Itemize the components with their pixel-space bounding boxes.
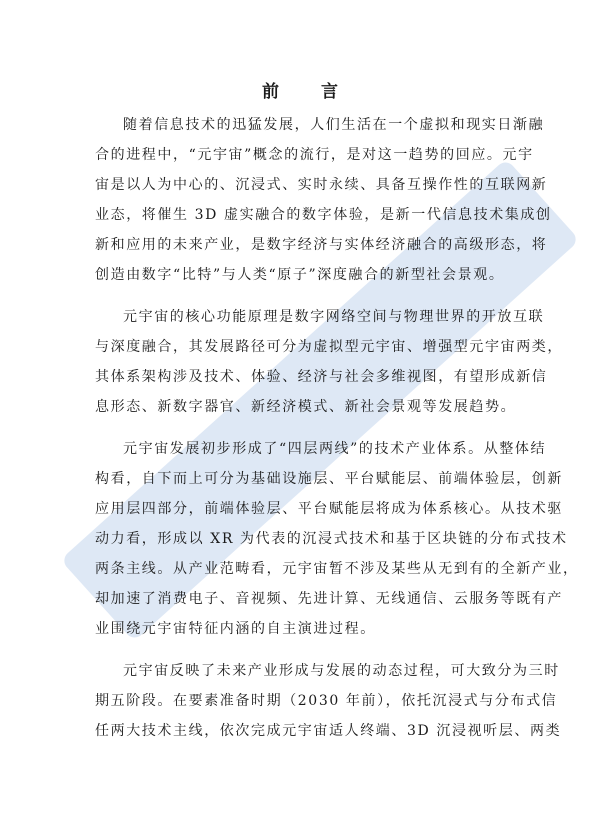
text-line: 元宇宙反映了未来产业形成与发展的动态过程，可大致分为三时	[123, 663, 560, 679]
text-line: 两条主线。从产业范畴看，元宇宙暂不涉及某些从无到有的全新产业，	[95, 561, 579, 577]
text-line: 元宇宙发展初步形成了“四层两线”的技术产业体系。从整体结	[123, 441, 547, 457]
text-line: 随着信息技术的迅猛发展，人们生活在一个虚拟和现实日渐融	[123, 117, 545, 133]
paragraph-3	[95, 434, 579, 644]
text-line: 业围绕元宇宙特征内涵的自主演进过程。	[95, 621, 376, 637]
text-line: 却加速了消费电子、音视频、先进计算、无线通信、云服务等既有产	[95, 591, 563, 607]
paragraph-1	[95, 110, 552, 290]
paragraph-4	[95, 656, 562, 746]
text-line: 元宇宙的核心功能原理是数字网络空间与物理世界的开放互联	[123, 309, 545, 325]
text-line: 构看，自下而上可分为基础设施层、平台赋能层、前端体验层，创新	[95, 471, 563, 487]
page-title: 前 言	[262, 82, 356, 102]
text-line: 动力看，形成以 XR 为代表的沉浸式技术和基于区块链的分布式技术	[95, 531, 568, 547]
document-body	[95, 110, 579, 758]
text-line: 息形态、新数字器官、新经济模式、新社会景观等发展趋势。	[95, 399, 517, 415]
text-line: 合的进程中，“元宇宙”概念的流行，是对这一趋势的回应。元宇	[95, 147, 534, 163]
text-line: 其体系架构涉及技术、体验、经济与社会多维视图，有望形成新信	[95, 369, 548, 385]
paragraph-2	[95, 302, 563, 422]
text-line: 应用层四部分，前端体验层、平台赋能层将成为体系核心。从技术驱	[95, 501, 563, 517]
text-line: 创造由数字“比特”与人类“原子”深度融合的新型社会景观。	[95, 267, 505, 283]
text-line: 任两大技术主线，依次完成元宇宙适人终端、3D 沉浸视听层、两类	[95, 723, 562, 739]
text-line: 业态，将催生 3D 虚实融合的数字体验，是新一代信息技术集成创	[95, 207, 552, 223]
text-line: 新和应用的未来产业，是数字经济与实体经济融合的高级形态，将	[95, 237, 548, 253]
text-line: 与深度融合，其发展路径可分为虚拟型元宇宙、增强型元宇宙两类，	[95, 339, 563, 355]
text-line: 期五阶段。在要素准备时期（2030 年前），依托沉浸式与分布式信	[95, 693, 558, 709]
text-line: 宙是以人为中心的、沉浸式、实时永续、具备互操作性的互联网新	[95, 177, 548, 193]
